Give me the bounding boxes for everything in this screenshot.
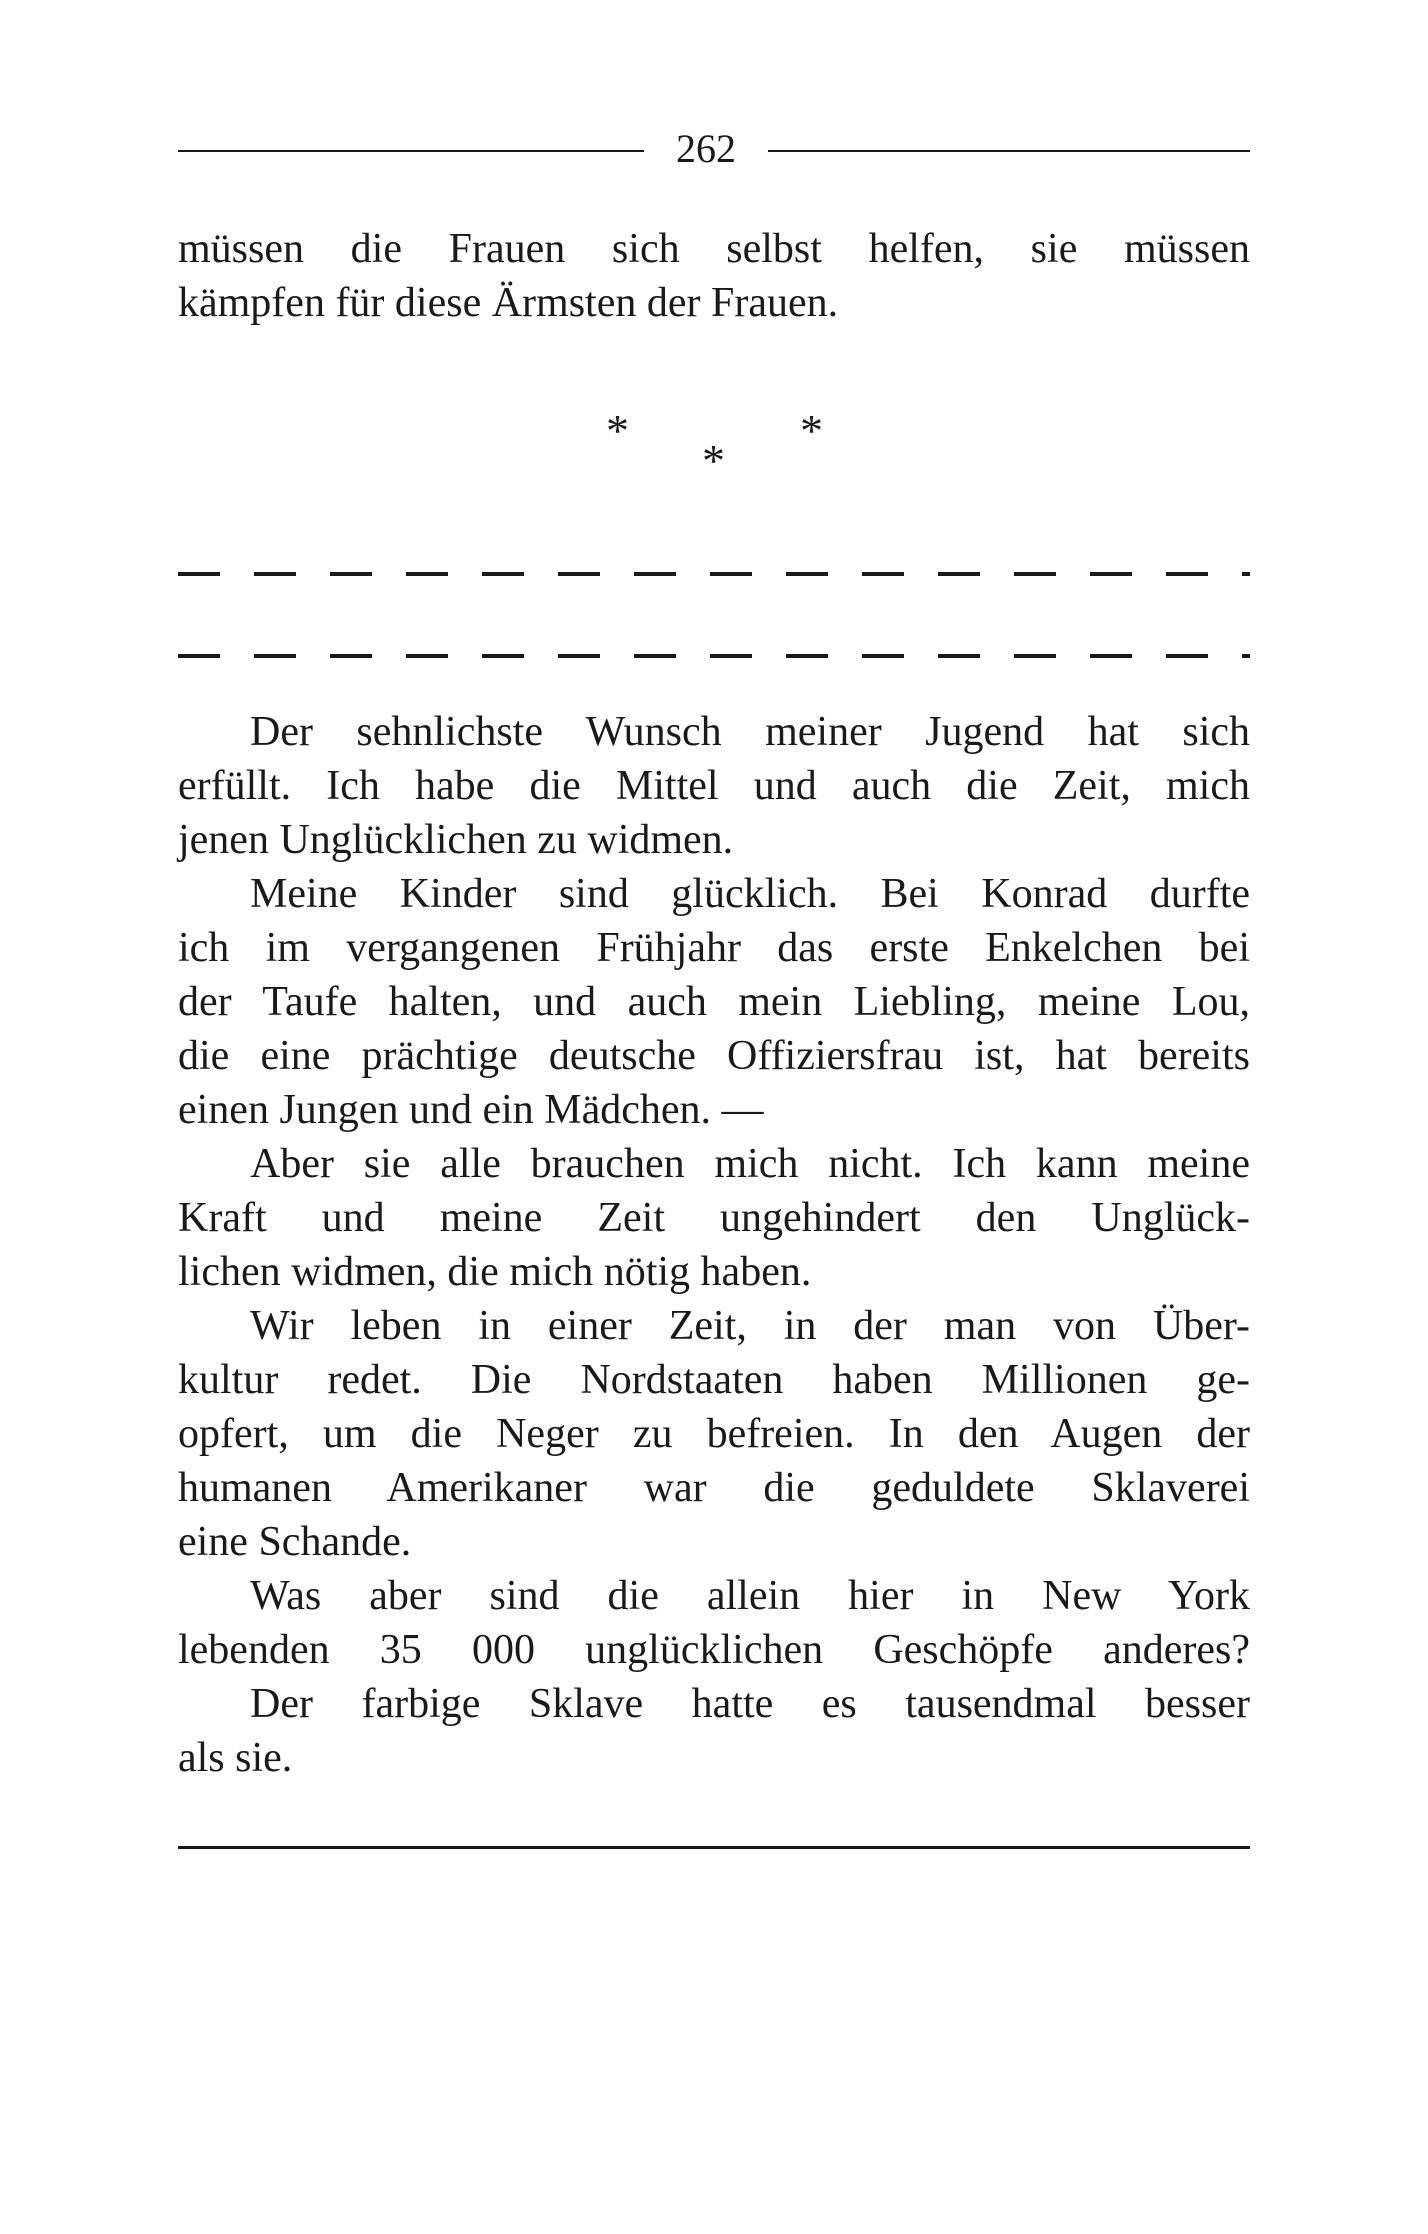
text-line: erfüllt. Ich habe die Mittel und auch die Zeit, mich [178, 763, 1250, 809]
text-line: kämpfen für diese Ärmsten der Frauen. [178, 280, 839, 326]
header-rule-left [178, 150, 644, 152]
text-line: humanen Amerikaner war die geduldete Sklaverei [178, 1465, 1250, 1511]
text-line: kultur redet. Die Nordstaaten haben Millionen ge- [178, 1357, 1250, 1403]
text-line: die eine prächtige deutsche Offiziersfrau ist, hat bereits [178, 1033, 1250, 1079]
text-line: Meine Kinder sind glücklich. Bei Konrad durfte [250, 871, 1250, 917]
text-line: müssen die Frauen sich selbst helfen, sie müssen [178, 226, 1250, 272]
asterism-section-break [590, 402, 850, 486]
text-line: lebenden 35 000 unglücklichen Geschöpfe anderes? [178, 1627, 1250, 1673]
text-line: Wir leben in einer Zeit, in der man von Über- [250, 1303, 1250, 1349]
asterisk: * [702, 435, 725, 486]
page-header [178, 120, 1250, 180]
header-rule-right [768, 150, 1250, 152]
text-line: eine Schande. [178, 1519, 412, 1565]
text-line: Kraft und meine Zeit ungehindert den Unglück- [178, 1195, 1250, 1241]
text-line: einen Jungen und ein Mädchen. — [178, 1087, 764, 1133]
text-line: Aber sie alle brauchen mich nicht. Ich kann meine [250, 1141, 1250, 1187]
text-line: Der sehnlichste Wunsch meiner Jugend hat sich [250, 709, 1250, 755]
text-line: Was aber sind die allein hier in New York [250, 1573, 1250, 1619]
text-line: opfert, um die Neger zu befreien. In den Augen der [178, 1411, 1250, 1457]
intro-paragraph [178, 222, 1250, 330]
asterisk: * [606, 405, 629, 456]
text-line: als sie. [178, 1735, 293, 1781]
asterisk: * [800, 405, 823, 456]
footer-rule [178, 1846, 1250, 1849]
text-line: Der farbige Sklave hatte es tausendmal besser [250, 1681, 1250, 1727]
text-line: jenen Unglücklichen zu widmen. [178, 817, 734, 863]
dashed-separator [178, 654, 1250, 658]
dashed-separator [178, 572, 1250, 576]
text-line: ich im vergangenen Frühjahr das erste Enkelchen bei [178, 925, 1250, 971]
main-text [178, 705, 1250, 1785]
text-line: lichen widmen, die mich nötig haben. [178, 1249, 812, 1295]
text-line: der Taufe halten, und auch mein Liebling, meine Lou, [178, 979, 1250, 1025]
page-number: 262 [676, 126, 736, 171]
